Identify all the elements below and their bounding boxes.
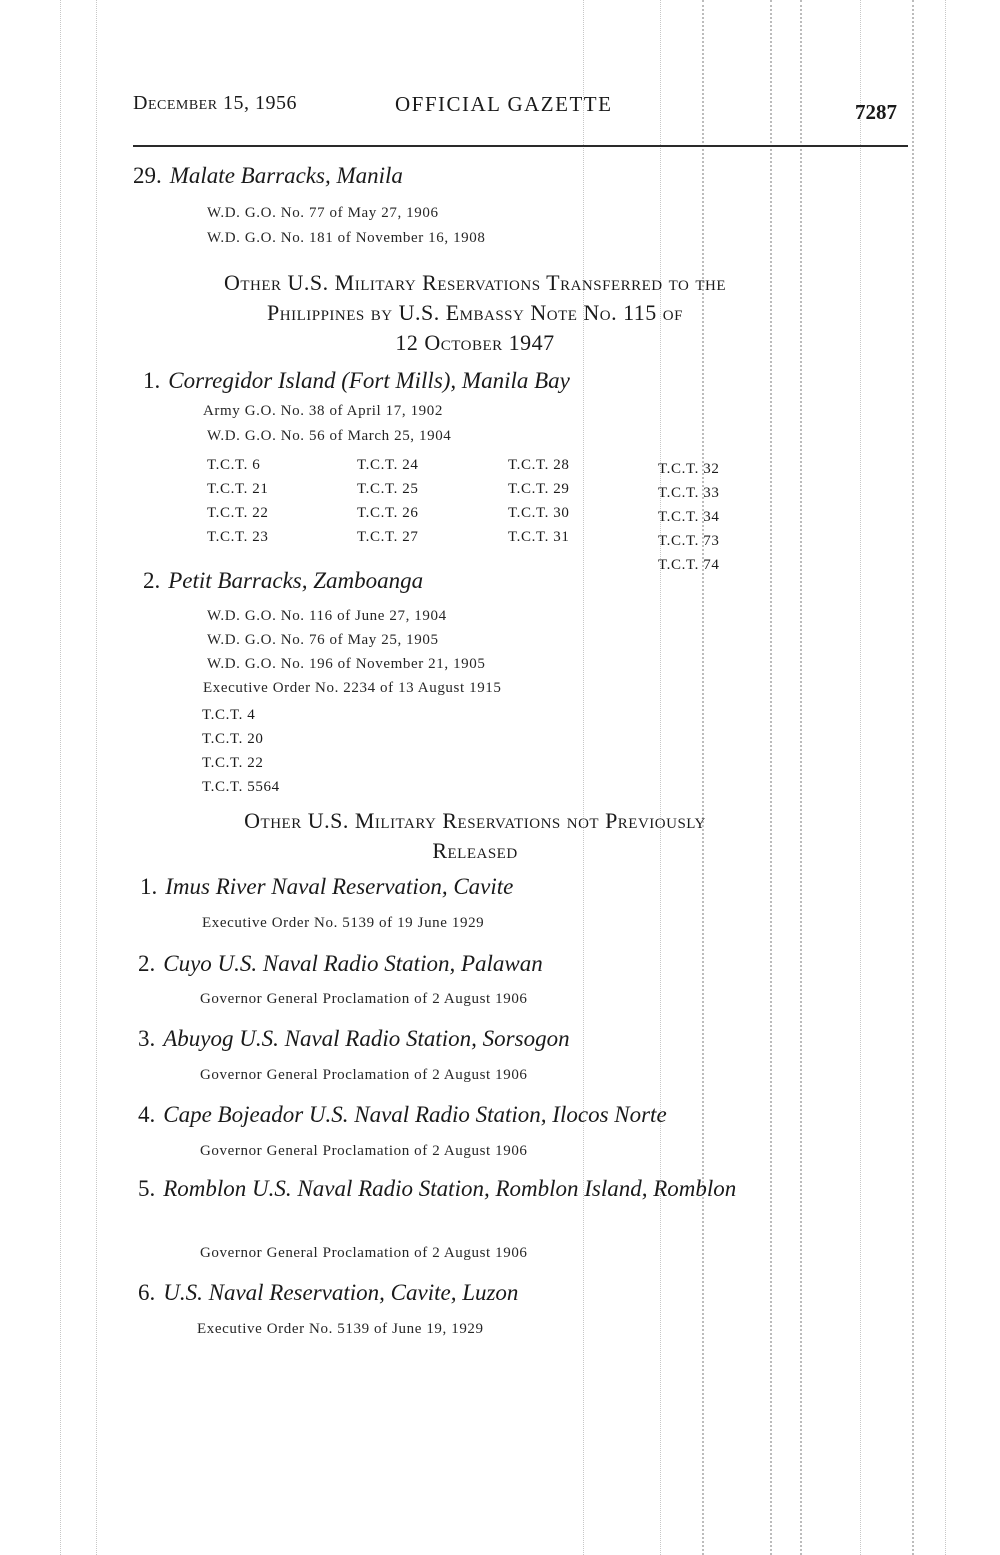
entry-title <box>143 368 570 394</box>
entry-number: 5. <box>138 1176 156 1201</box>
order-line: W.D. G.O. No. 56 of March 25, 1904 <box>207 428 452 444</box>
entry-title <box>138 1102 667 1128</box>
entry-number: 2. <box>143 568 161 593</box>
header-rule <box>133 145 908 147</box>
heading-line: Other U.S. Military Reservations not Previously <box>244 808 706 833</box>
tct-entry: T.C.T. 22 <box>207 505 269 521</box>
tct-entry: T.C.T. 26 <box>357 505 419 521</box>
heading-line: Other U.S. Military Reservations Transferred to the <box>223 270 726 295</box>
entry-title <box>133 163 403 189</box>
entry-number: 2. <box>138 951 156 976</box>
tct-entry: T.C.T. 27 <box>357 529 419 545</box>
entry-number: 1. <box>143 368 161 393</box>
tct-entry: T.C.T. 24 <box>357 457 419 473</box>
page-number: 7287 <box>855 100 897 124</box>
entry-name: Imus River Naval Reservation, Cavite <box>165 874 514 899</box>
heading-line: 12 October 1947 <box>395 330 555 355</box>
entry-title <box>140 874 513 900</box>
tct-entry: T.C.T. 5564 <box>202 779 280 795</box>
order-line: Executive Order No. 5139 of 19 June 1929 <box>202 915 485 931</box>
entry-name: Cuyo U.S. Naval Radio Station, Palawan <box>163 951 543 976</box>
tct-entry: T.C.T. 21 <box>207 481 269 497</box>
scan-artifact <box>583 0 584 1555</box>
section-heading <box>125 806 825 866</box>
order-line: Executive Order No. 2234 of 13 August 1915 <box>203 680 502 696</box>
entry-name: Petit Barracks, Zamboanga <box>168 568 424 593</box>
scan-artifact <box>800 0 802 1555</box>
tct-entry: T.C.T. 6 <box>207 457 261 473</box>
scan-artifact <box>912 0 914 1555</box>
order-line: W.D. G.O. No. 116 of June 27, 1904 <box>207 608 447 624</box>
scan-artifact <box>945 0 946 1555</box>
scan-artifact <box>860 0 861 1555</box>
tct-column <box>357 453 419 549</box>
tct-entry: T.C.T. 31 <box>508 529 570 545</box>
entry-name: U.S. Naval Reservation, Cavite, Luzon <box>163 1280 519 1305</box>
tct-column <box>207 453 269 549</box>
tct-entry: T.C.T. 20 <box>202 731 264 747</box>
entry-name: Malate Barracks, Manila <box>169 163 403 188</box>
tct-list <box>202 703 280 799</box>
order-line: Army G.O. No. 38 of April 17, 1902 <box>203 403 443 419</box>
tct-entry: T.C.T. 32 <box>658 461 720 477</box>
order-line: W.D. G.O. No. 77 of May 27, 1906 <box>207 205 439 221</box>
entry-number: 6. <box>138 1280 156 1305</box>
heading-line: Released <box>432 838 518 863</box>
order-line: Governor General Proclamation of 2 August 1906 <box>200 991 528 1007</box>
entry-number: 1. <box>140 874 158 899</box>
tct-entry: T.C.T. 30 <box>508 505 570 521</box>
tct-entry: T.C.T. 29 <box>508 481 570 497</box>
entry-name: Corregidor Island (Fort Mills), Manila Bay <box>168 368 570 393</box>
order-line: Governor General Proclamation of 2 August 1906 <box>200 1067 528 1083</box>
tct-entry: T.C.T. 22 <box>202 755 264 771</box>
scan-artifact <box>660 0 661 1555</box>
entry-title <box>138 1026 570 1052</box>
header-date: December 15, 1956 <box>133 92 298 114</box>
tct-entry: T.C.T. 74 <box>658 557 720 573</box>
tct-entry: T.C.T. 4 <box>202 707 256 723</box>
order-line: Governor General Proclamation of 2 August 1906 <box>200 1245 528 1261</box>
entry-number: 3. <box>138 1026 156 1051</box>
entry-title <box>138 951 543 977</box>
order-line: Executive Order No. 5139 of June 19, 1929 <box>197 1321 484 1337</box>
tct-entry: T.C.T. 73 <box>658 533 720 549</box>
entry-name: Cape Bojeador U.S. Naval Radio Station, Ilocos Norte <box>163 1102 667 1127</box>
entry-name: Romblon U.S. Naval Radio Station, Romblon Island, Romblon <box>163 1176 737 1201</box>
page-header <box>133 92 913 128</box>
tct-entry: T.C.T. 23 <box>207 529 269 545</box>
entry-number: 4. <box>138 1102 156 1127</box>
tct-entry: T.C.T. 34 <box>658 509 720 525</box>
scan-artifact <box>60 0 61 1555</box>
tct-entry: T.C.T. 25 <box>357 481 419 497</box>
tct-entry: T.C.T. 28 <box>508 457 570 473</box>
section-heading <box>125 268 825 358</box>
scan-artifact <box>770 0 772 1555</box>
heading-line: Philippines by U.S. Embassy Note No. 115 of <box>267 300 683 325</box>
order-line: W.D. G.O. No. 196 of November 21, 1905 <box>207 656 486 672</box>
tct-entry: T.C.T. 33 <box>658 485 720 501</box>
entry-name: Abuyog U.S. Naval Radio Station, Sorsogon <box>163 1026 570 1051</box>
order-line: Governor General Proclamation of 2 August 1906 <box>200 1143 528 1159</box>
tct-table <box>207 453 767 573</box>
order-line: W.D. G.O. No. 181 of November 16, 1908 <box>207 230 486 246</box>
header-title: OFFICIAL GAZETTE <box>395 92 613 116</box>
entry-number: 29. <box>133 163 162 188</box>
entry-title <box>143 568 423 594</box>
tct-column <box>508 453 570 549</box>
tct-column <box>658 457 720 577</box>
order-line: W.D. G.O. No. 76 of May 25, 1905 <box>207 632 439 648</box>
entry-title <box>138 1280 518 1306</box>
scan-artifact <box>702 0 704 1555</box>
scan-artifact <box>96 0 97 1555</box>
entry-title <box>138 1175 818 1202</box>
